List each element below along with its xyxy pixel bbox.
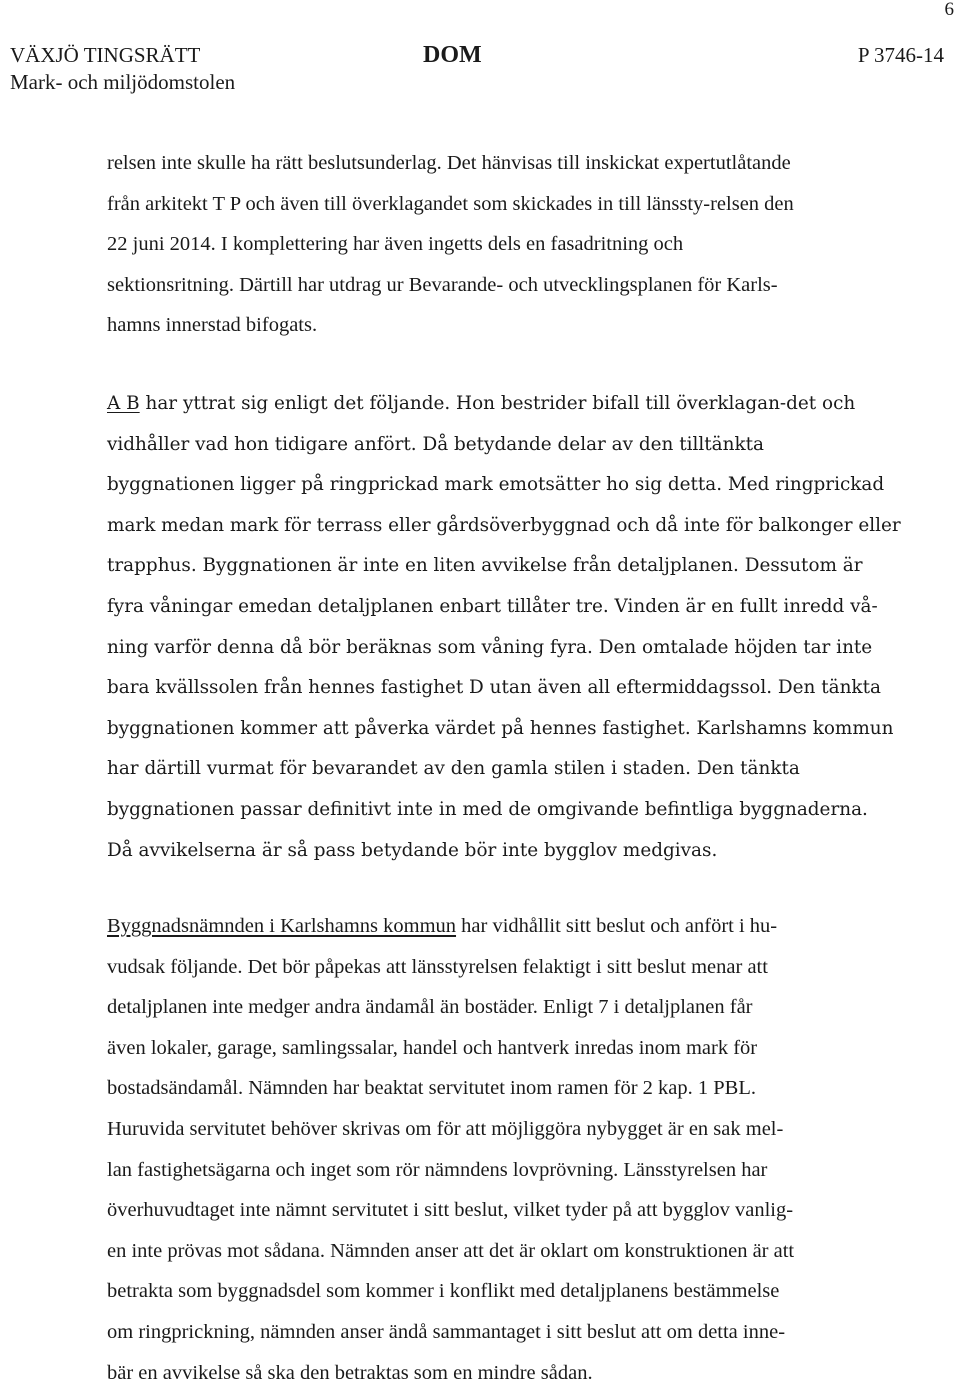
text-line: har därtill vurmat för bevarandet av den gamla stilen i staden. Den tänkta [107, 758, 800, 780]
paragraph-committee-statement [107, 906, 907, 1393]
text-line: lan fastighetsägarna och inget som rör nämndens lovprövning. Länsstyrelsen har [107, 1158, 768, 1181]
paragraph-continuation [107, 143, 907, 346]
text-line: Huruvida servitutet behöver skrivas om för att möjliggöra nybygget är en sak mel- [107, 1117, 784, 1140]
text-line: byggnationen ligger på ringprickad mark emotsätter ho sig detta. Med ringprickad [107, 474, 885, 496]
page-number: 6 [944, 0, 954, 20]
text-line: A B har yttrat sig enligt det följande. Hon bestrider bifall till överklagan-det och [107, 393, 856, 414]
text-line: fyra våningar emedan detaljplanen enbart tillåter tre. Vinden är en fullt inredd vå- [107, 595, 878, 617]
text-line: även lokaler, garage, samlingssalar, handel och hantverk inredas inom mark för [107, 1036, 758, 1059]
text-line: sektionsritning. Därtill har utdrag ur Bevarande- och utvecklingsplanen för Karls- [107, 273, 778, 296]
text-line: bara kvällssolen från hennes fastighet D utan även all eftermiddagssol. Den tänkta [107, 677, 881, 699]
text-line: Byggnadsnämnden i Karlshamns kommun har vidhållit sitt beslut och anfört i hu- [107, 915, 778, 937]
text-line: överhuvudtaget inte nämnt servitutet i sitt beslut, vilket tyder på att bygglov vanlig- [107, 1199, 794, 1222]
text-line: trapphus. Byggnationen är inte en liten avvikelse från detaljplanen. Dessutom är [107, 555, 863, 577]
text-line: vidhåller vad hon tidigare anfört. Då betydande delar av den tilltänkta [107, 433, 764, 455]
text-line: bär en avvikelse så ska den betraktas som en mindre sådan. [107, 1361, 593, 1384]
document-type: DOM [423, 42, 482, 68]
party-name: Byggnadsnämnden i Karlshamns kommun [107, 915, 457, 937]
text-line: 22 juni 2014. I komplettering har även ingetts dels en fasadritning och [107, 233, 684, 256]
text-line: mark medan mark för terrass eller gårdsöverbyggnad och då inte för balkonger eller [107, 514, 901, 536]
court-division: Mark- och miljödomstolen [10, 70, 236, 94]
text-line: Då avvikelserna är så pass betydande bör inte bygglov medgivas. [107, 839, 718, 861]
court-header [10, 42, 235, 96]
text-line: ning varför denna då bör beräknas som våning fyra. Den omtalade höjden tar inte [107, 636, 873, 658]
paragraph-party-statement [107, 384, 907, 871]
text-line: en inte prövas mot sådana. Nämnden anser att det är oklart om konstruktionen är att [107, 1239, 795, 1262]
text-line: hamns innerstad bifogats. [107, 314, 318, 337]
party-name: A B [107, 393, 140, 414]
text-line: betrakta som byggnadsdel som kommer i konflikt med detaljplanens bestämmelse [107, 1280, 780, 1303]
text-line: relsen inte skulle ha rätt beslutsunderlag. Det hänvisas till inskickat expertutlåtande [107, 152, 791, 174]
text-line: byggnationen kommer att påverka värdet på hennes fastighet. Karlshamns kommun [107, 717, 894, 739]
text-line: om ringprickning, nämnden anser ändå sammantaget i sitt beslut att om detta inne- [107, 1320, 786, 1343]
text-line: byggnationen passar definitivt inte in med de omgivande befintliga byggnaderna. [107, 798, 868, 820]
text-line: bostadsändamål. Nämnden har beaktat servitutet inom ramen för 2 kap. 1 PBL. [107, 1077, 756, 1100]
case-number: P 3746-14 [857, 43, 944, 67]
text-line: från arkitekt T P och även till överklagandet som skickades in till länssty-relsen den [107, 192, 794, 215]
court-name: VÄXJÖ TINGSRÄTT [10, 43, 201, 67]
text-line: detaljplanen inte medger andra ändamål än bostäder. Enligt 7 i detaljplanen får [107, 996, 753, 1019]
text-line: vudsak följande. Det bör påpekas att länsstyrelsen felaktigt i sitt beslut menar att [107, 955, 768, 978]
